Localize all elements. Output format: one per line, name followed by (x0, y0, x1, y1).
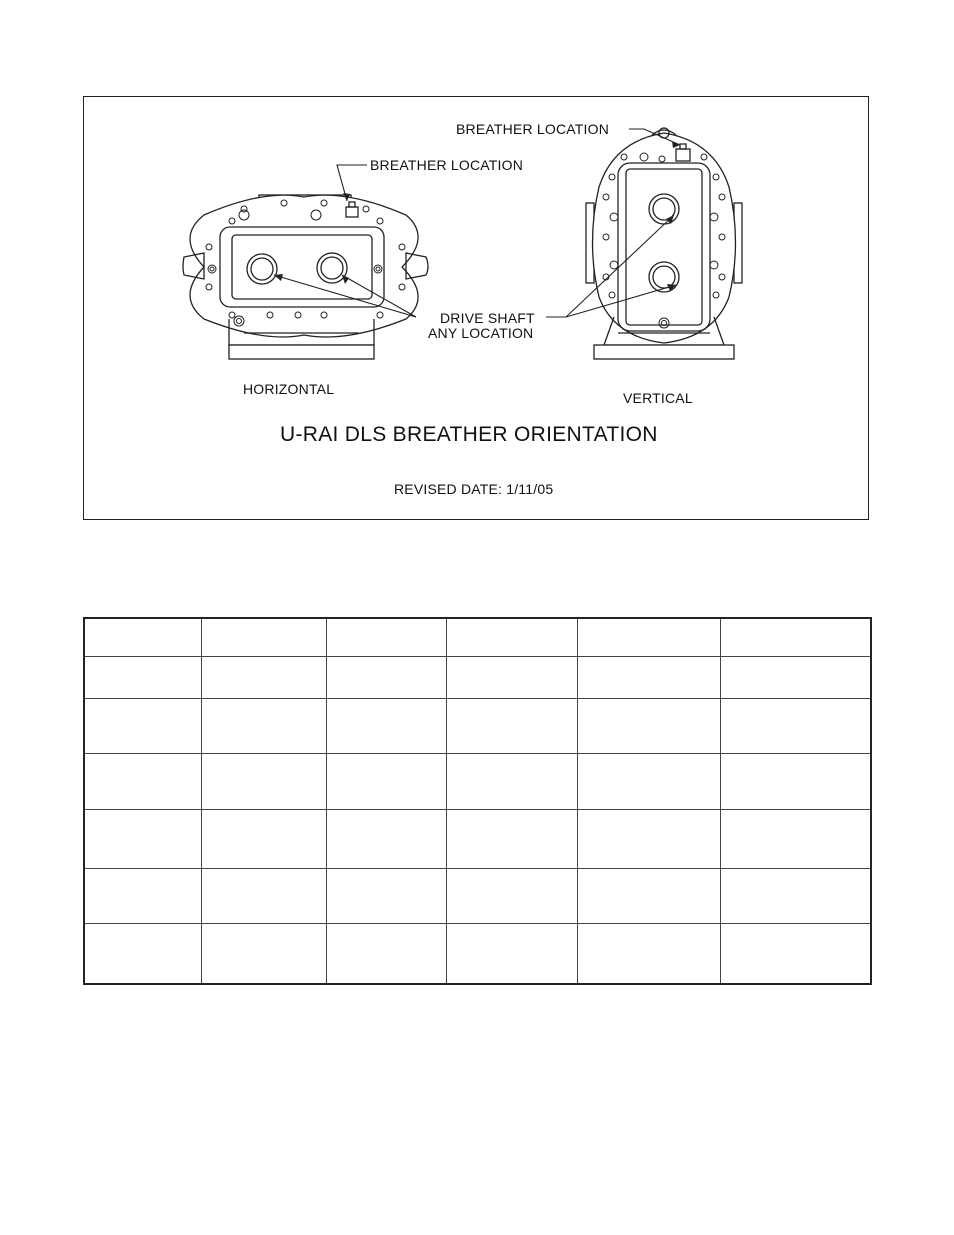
breather-orientation-figure (83, 96, 869, 520)
table-cell (326, 698, 446, 753)
drive-shaft-label: DRIVE SHAFT (440, 310, 535, 326)
table-cell (720, 698, 871, 753)
table-cell (720, 809, 871, 868)
horizontal-label: HORIZONTAL (243, 381, 335, 397)
empty-spec-table (83, 617, 872, 985)
table-cell (326, 754, 446, 809)
table-cell (577, 868, 720, 923)
table-cell (577, 754, 720, 809)
table-cell (84, 754, 201, 809)
breather-location-horizontal-label: BREATHER LOCATION (370, 157, 524, 173)
table-cell (720, 924, 871, 984)
table-cell (446, 809, 577, 868)
table-cell (201, 656, 326, 698)
any-location-label: ANY LOCATION (428, 325, 534, 341)
table-cell (326, 618, 446, 656)
table-cell (326, 924, 446, 984)
table-cell (201, 618, 326, 656)
table-cell (577, 618, 720, 656)
table-row (84, 924, 871, 984)
table-cell (84, 618, 201, 656)
table-cell (720, 754, 871, 809)
table-cell (446, 656, 577, 698)
table-cell (84, 656, 201, 698)
table-cell (577, 698, 720, 753)
table-cell (446, 754, 577, 809)
table-cell (84, 924, 201, 984)
table-cell (720, 618, 871, 656)
table-cell (201, 809, 326, 868)
revised-date: REVISED DATE: 1/11/05 (394, 481, 554, 497)
table-cell (201, 868, 326, 923)
table-cell (577, 656, 720, 698)
table-cell (577, 924, 720, 984)
table-row (84, 656, 871, 698)
table-cell (446, 618, 577, 656)
table-cell (326, 809, 446, 868)
table-cell (577, 809, 720, 868)
table-cell (84, 868, 201, 923)
table-row (84, 698, 871, 753)
table-row (84, 809, 871, 868)
table-cell (201, 698, 326, 753)
table-cell (446, 698, 577, 753)
figure-title: U-RAI DLS BREATHER ORIENTATION (280, 423, 658, 446)
vertical-label: VERTICAL (623, 390, 693, 406)
table-row (84, 754, 871, 809)
table-cell (201, 754, 326, 809)
table-cell (326, 656, 446, 698)
table-cell (84, 698, 201, 753)
table-row (84, 868, 871, 923)
table-cell (84, 809, 201, 868)
table-cell (201, 924, 326, 984)
table-cell (326, 868, 446, 923)
table-cell (720, 656, 871, 698)
table-cell (720, 868, 871, 923)
breather-location-vertical-label: BREATHER LOCATION (456, 121, 610, 137)
vertical-blower-drawing (586, 128, 742, 359)
table-row (84, 618, 871, 656)
table-cell (446, 868, 577, 923)
table-cell (446, 924, 577, 984)
horizontal-blower-drawing (183, 195, 428, 359)
